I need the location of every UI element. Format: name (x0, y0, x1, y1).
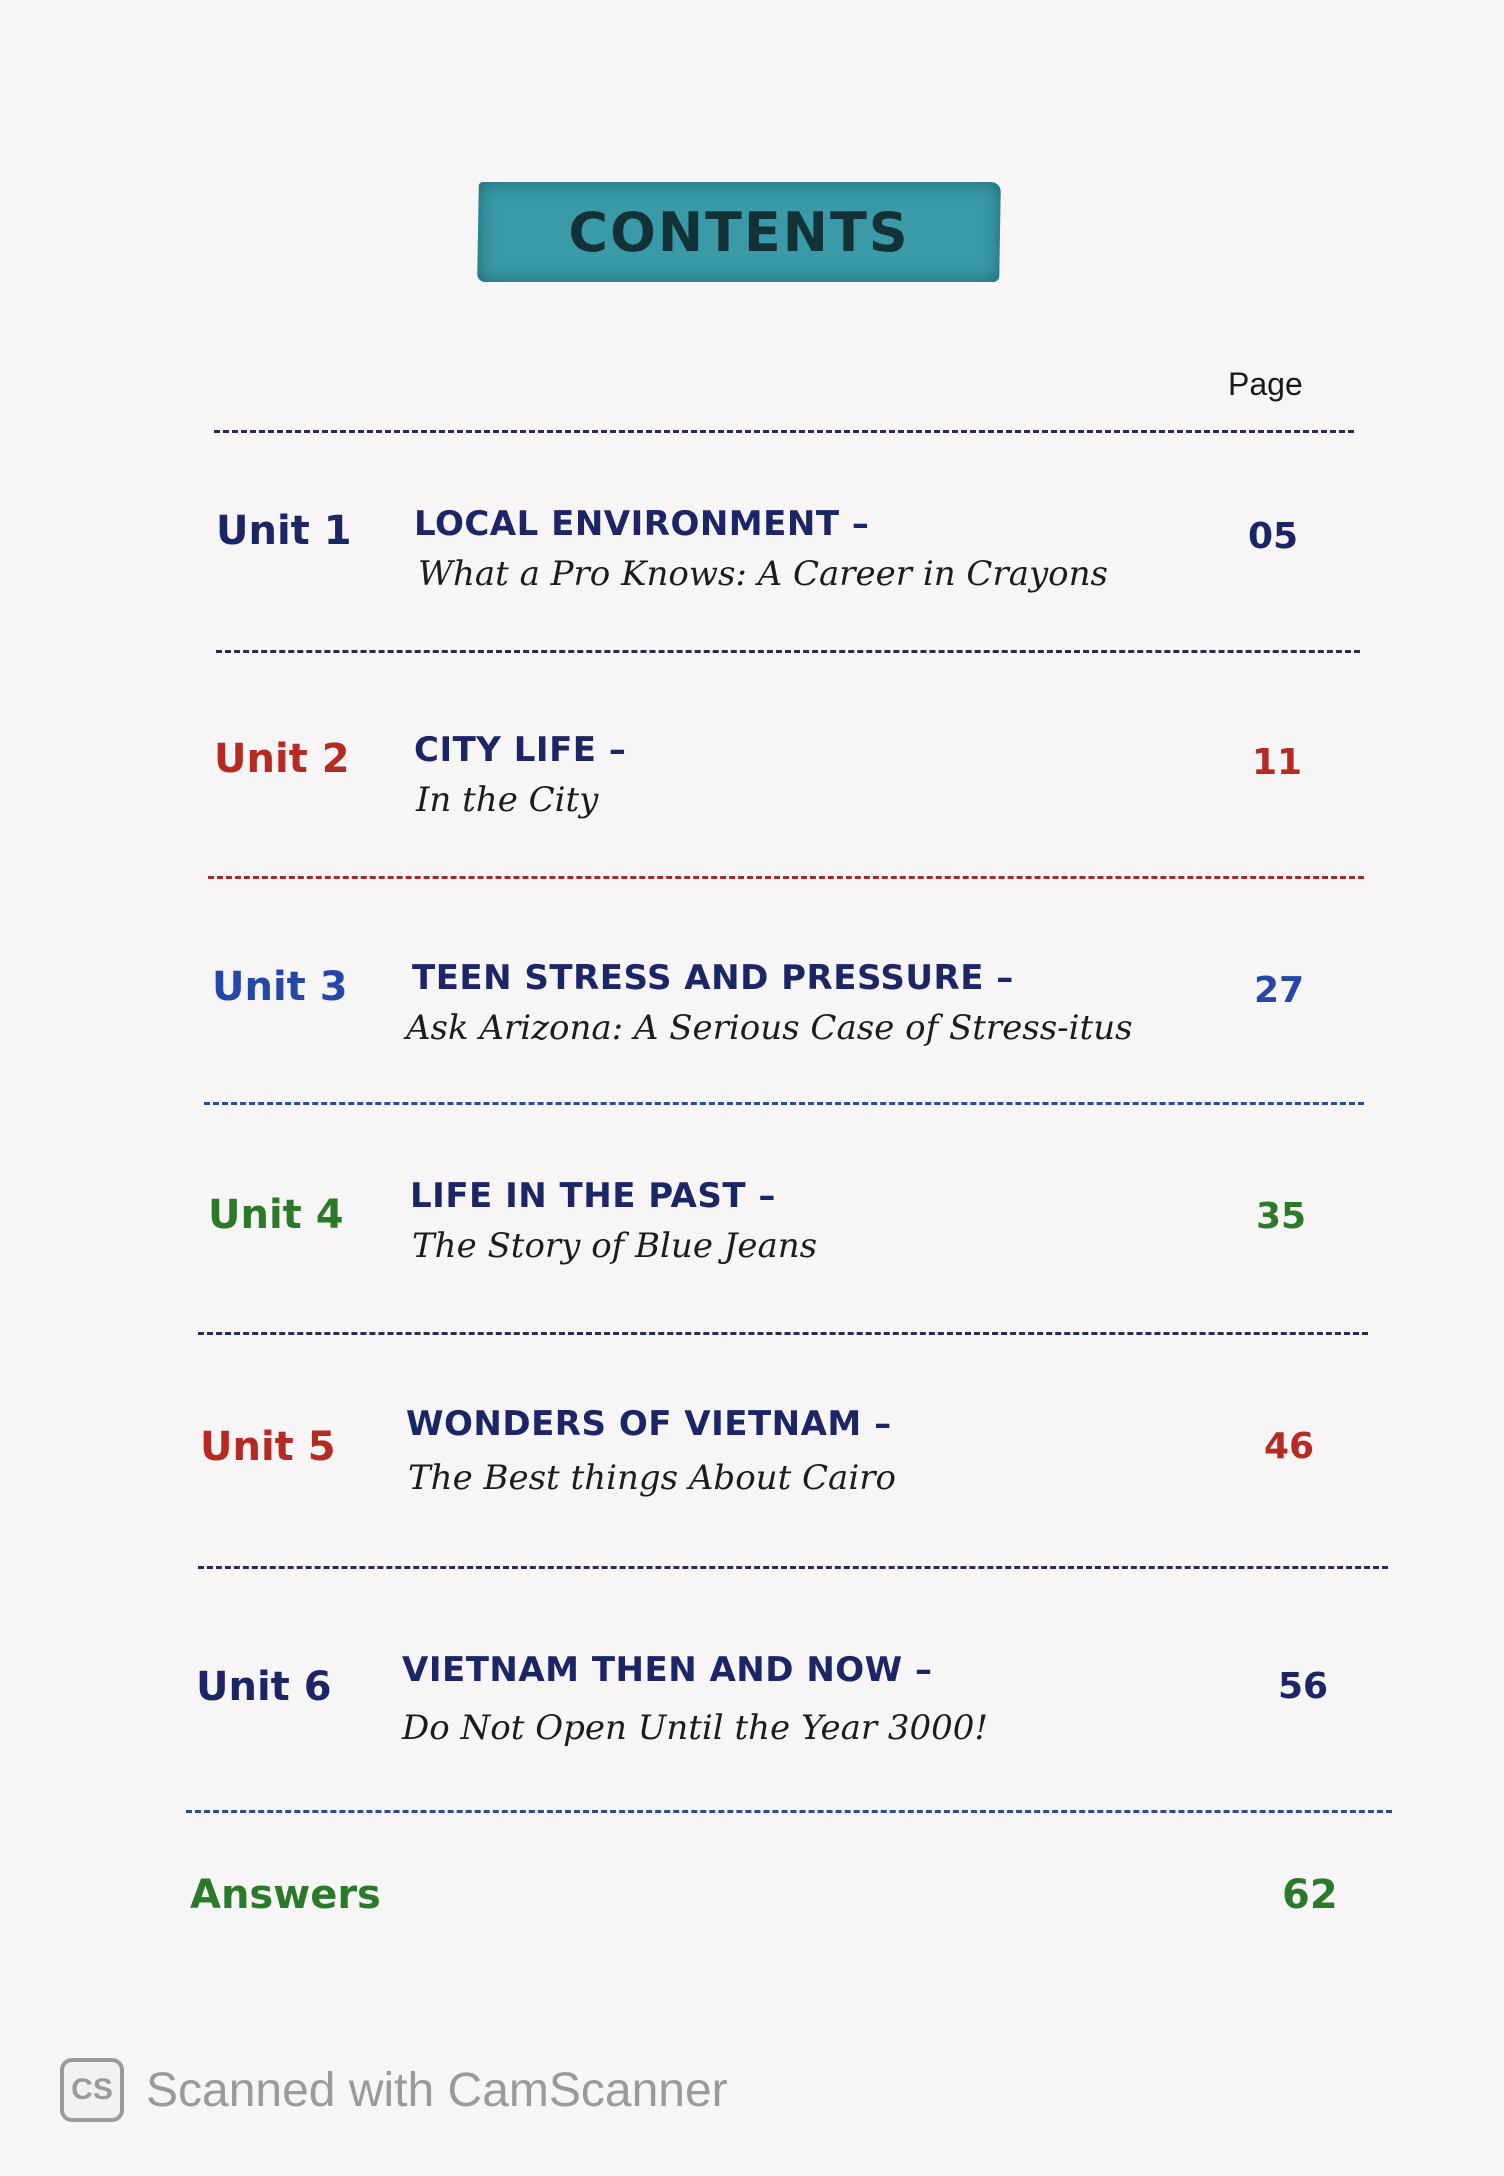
unit-label: Unit 3 (212, 964, 348, 1010)
unit-title: CITY LIFE – (414, 730, 627, 770)
unit-label: Unit 6 (196, 1664, 332, 1710)
camscanner-logo-icon: CS (60, 2058, 124, 2122)
unit-subtitle: Do Not Open Until the Year 3000! (402, 1708, 989, 1748)
answers-label: Answers (190, 1872, 381, 1918)
unit-label: Unit 4 (208, 1192, 344, 1238)
divider (186, 1810, 1392, 1813)
unit-page-number: 05 (1248, 516, 1299, 557)
divider (198, 1332, 1368, 1335)
divider (216, 650, 1360, 653)
unit-label: Unit 2 (214, 736, 350, 782)
unit-label: Unit 1 (216, 508, 352, 554)
unit-subtitle: The Story of Blue Jeans (412, 1226, 818, 1266)
camscanner-watermark (60, 2058, 728, 2122)
answers-page-number: 62 (1282, 1872, 1338, 1918)
unit-subtitle: Ask Arizona: A Serious Case of Stress-itus (406, 1008, 1133, 1048)
unit-title: TEEN STRESS AND PRESSURE – (412, 958, 1014, 998)
page-title: CONTENTS (568, 200, 910, 264)
unit-title: LIFE IN THE PAST – (410, 1176, 776, 1216)
unit-page-number: 27 (1254, 970, 1305, 1011)
watermark-text: Scanned with CamScanner (146, 2063, 728, 2117)
divider (204, 1102, 1364, 1105)
divider (198, 1566, 1388, 1569)
unit-label: Unit 5 (200, 1424, 336, 1470)
unit-title: LOCAL ENVIRONMENT – (414, 504, 870, 544)
unit-title: WONDERS OF VIETNAM – (406, 1404, 892, 1444)
unit-page-number: 56 (1278, 1666, 1329, 1707)
unit-page-number: 11 (1252, 742, 1303, 783)
page-column-header: Page (1228, 366, 1303, 402)
unit-page-number: 46 (1264, 1426, 1315, 1467)
unit-subtitle: In the City (416, 780, 599, 820)
divider (214, 430, 1354, 433)
unit-title: VIETNAM THEN AND NOW – (402, 1650, 933, 1690)
unit-subtitle: The Best things About Cairo (408, 1458, 896, 1498)
divider (208, 876, 1364, 879)
unit-subtitle: What a Pro Knows: A Career in Crayons (418, 554, 1108, 594)
unit-page-number: 35 (1256, 1196, 1307, 1237)
